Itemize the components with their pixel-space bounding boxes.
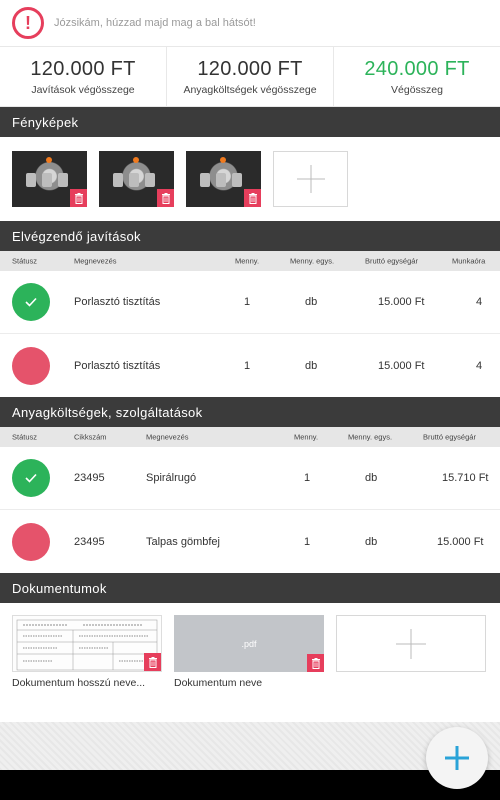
col-sku: Cikkszám bbox=[74, 432, 107, 442]
col-price: Bruttó egységár bbox=[365, 256, 418, 266]
table-row[interactable] bbox=[0, 447, 500, 510]
row-name: Talpas gömbfej bbox=[146, 535, 220, 548]
alert-icon: ! bbox=[12, 7, 44, 39]
photo-thumbnail[interactable] bbox=[99, 151, 174, 207]
photos-header: Fényképek bbox=[0, 107, 500, 137]
table-row[interactable] bbox=[0, 334, 500, 397]
document-thumbnail[interactable] bbox=[174, 615, 324, 672]
grand-total-label: Végösszeg bbox=[391, 83, 443, 96]
alert-text: Józsikám, húzzad majd mag a bal hátsót! bbox=[54, 17, 256, 29]
plus-icon bbox=[394, 627, 428, 661]
col-qty: Menny. bbox=[235, 256, 260, 266]
row-unit: db bbox=[365, 472, 378, 484]
add-fab-button[interactable] bbox=[426, 727, 488, 789]
row-name: Spirálrugó bbox=[146, 472, 197, 484]
repairs-table-head bbox=[0, 251, 500, 271]
row-qty: 1 bbox=[244, 296, 251, 308]
pdf-extension-label: .pdf bbox=[241, 638, 257, 649]
row-sku: 23495 bbox=[74, 535, 105, 548]
repairs-header: Elvégzendő javítások bbox=[0, 221, 500, 251]
col-status: Státusz bbox=[12, 256, 38, 266]
footer-background bbox=[0, 722, 500, 770]
row-price: 15.710 Ft bbox=[442, 472, 489, 484]
col-price: Bruttó egységár bbox=[423, 432, 476, 442]
system-nav-bar bbox=[0, 770, 500, 800]
plus-icon bbox=[295, 163, 327, 195]
status-pending-toggle[interactable] bbox=[12, 347, 50, 385]
row-unit: db bbox=[305, 359, 318, 372]
plus-icon bbox=[443, 744, 471, 772]
row-qty: 1 bbox=[304, 472, 311, 484]
row-qty: 1 bbox=[304, 535, 311, 548]
status-done-toggle[interactable] bbox=[12, 459, 50, 497]
row-hours: 4 bbox=[476, 359, 483, 372]
trash-icon[interactable] bbox=[157, 189, 174, 207]
repairs-total bbox=[0, 47, 167, 106]
documents-list bbox=[0, 603, 500, 703]
row-price: 15.000 Ft bbox=[378, 359, 425, 372]
check-icon bbox=[24, 296, 38, 308]
repairs-table bbox=[0, 271, 500, 397]
col-unit: Menny. egys. bbox=[290, 256, 335, 266]
status-pending-toggle[interactable] bbox=[12, 523, 50, 561]
check-icon bbox=[24, 472, 38, 484]
photos-list bbox=[0, 137, 500, 221]
trash-icon[interactable] bbox=[244, 189, 261, 207]
trash-icon[interactable] bbox=[144, 653, 161, 671]
materials-total-value: 120.000 FT bbox=[197, 57, 303, 80]
materials-table bbox=[0, 447, 500, 573]
repairs-total-label: Javítások végösszege bbox=[31, 83, 135, 96]
document-thumbnail[interactable] bbox=[12, 615, 162, 672]
materials-total bbox=[167, 47, 334, 106]
repairs-total-value: 120.000 FT bbox=[30, 57, 136, 80]
col-qty: Menny. bbox=[294, 432, 319, 442]
row-hours: 4 bbox=[476, 296, 483, 308]
col-status: Státusz bbox=[12, 432, 38, 442]
trash-icon[interactable] bbox=[70, 189, 87, 207]
documents-header: Dokumentumok bbox=[0, 573, 500, 603]
add-photo-button[interactable] bbox=[273, 151, 348, 207]
status-done-toggle[interactable] bbox=[12, 283, 50, 321]
materials-total-label: Anyagköltségek végösszege bbox=[183, 83, 317, 96]
photo-thumbnail[interactable] bbox=[186, 151, 261, 207]
row-unit: db bbox=[305, 296, 318, 308]
row-unit: db bbox=[365, 535, 378, 548]
alert-bar bbox=[0, 0, 500, 47]
document-name: Dokumentum hosszú neve... bbox=[12, 677, 146, 689]
row-sku: 23495 bbox=[74, 472, 105, 484]
trash-icon[interactable] bbox=[307, 654, 324, 672]
row-name: Porlasztó tisztítás bbox=[74, 296, 161, 308]
add-document-button[interactable] bbox=[336, 615, 486, 672]
grand-total bbox=[334, 47, 500, 106]
table-row[interactable] bbox=[0, 271, 500, 334]
col-hours: Munkaóra bbox=[452, 256, 486, 266]
document-item[interactable] bbox=[12, 615, 162, 703]
col-name: Megnevezés bbox=[74, 256, 117, 266]
row-name: Porlasztó tisztítás bbox=[74, 359, 161, 372]
document-item[interactable] bbox=[174, 615, 324, 703]
row-qty: 1 bbox=[244, 359, 251, 372]
document-name: Dokumentum neve bbox=[174, 677, 263, 689]
grand-total-value: 240.000 FT bbox=[364, 57, 470, 80]
table-row[interactable] bbox=[0, 510, 500, 573]
photo-thumbnail[interactable] bbox=[12, 151, 87, 207]
row-price: 15.000 Ft bbox=[437, 535, 484, 548]
materials-header: Anyagköltségek, szolgáltatások bbox=[0, 397, 500, 427]
row-price: 15.000 Ft bbox=[378, 296, 425, 308]
col-unit: Menny. egys. bbox=[348, 432, 393, 442]
materials-table-head bbox=[0, 427, 500, 447]
col-name: Megnevezés bbox=[146, 432, 189, 442]
totals-bar bbox=[0, 47, 500, 107]
